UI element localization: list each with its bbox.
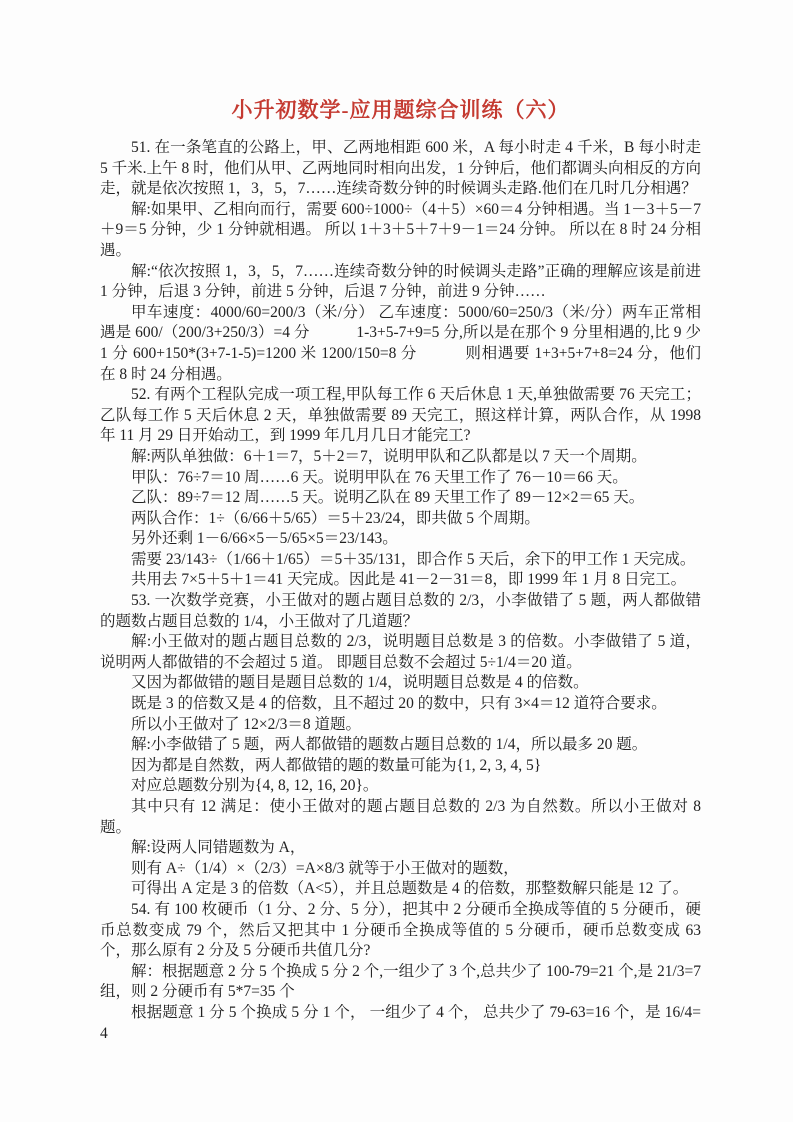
page-title: 小升初数学-应用题综合训练（六） [231, 98, 570, 122]
paragraph: 甲车速度：4000/60=200/3（米/分） 乙车速度：5000/60=250/3（米/分）两车正常相遇是 600/（200/3+250/3）=4 分 1-3+5-7+9=5 分,所以是在那个 9 分里相遇的,比 9 少 1 分 600+150*(3+7-1-5)=1200 米 1200/150=8 分 则相遇要 1+3+5+7+8=24 分，他们在 8 时 24 分相遇。 [100, 303, 701, 383]
paragraph: 54. 有 100 枚硬币（1 分、2 分、5 分），把其中 2 分硬币全换成等值的 5 分硬币，硬币总数变成 79 个，然后又把其中 1 分硬币全换成等值的 5 分硬币，硬币总数变成 63 个，那么原有 2 分及 5 分硬币共值几分? [100, 900, 701, 960]
paragraph: 因为都是自然数，两人都做错的题的数量可能为{1, 2, 3, 4, 5} [131, 756, 542, 774]
paragraph: 51. 在一条笔直的公路上，甲、乙两地相距 600 米，A 每小时走 4 千米，B 每小时走 5 千米.上午 8 时，他们从甲、乙两地同时相向出发，1 分钟后，他们都调头向相反的方向走，就是依次按照 1，3，5，7……连续奇数分钟的时候调头走路.他们在几时几分相遇？ [100, 139, 701, 198]
paragraph: 共用去 7×5＋5＋1＝41 天完成。因此是 41－2－31＝8，即 1999 年 1 月 8 日完工。 [131, 571, 687, 589]
paragraph: 乙队：89÷7＝12 周……5 天。说明乙队在 89 天里工作了 89－12×2＝65 天。 [131, 489, 645, 507]
paragraph: 解:“依次按照 1，3，5，7……连续奇数分钟的时候调头走路”正确的理解应该是前进 1 分钟，后退 3 分钟，前进 5 分钟，后退 7 分钟，前进 9 分钟…… [100, 262, 701, 301]
paragraph: 解:如果甲、乙相向而行，需要 600÷1000÷（4＋5）×60＝4 分钟相遇。当 1－3＋5－7＋9＝5 分钟，少 1 分钟就相遇。 所以 1＋3＋5＋7＋9－1＝24 分钟。 所以在 8 时 24 分相遇。 [100, 200, 701, 259]
paragraph: 解:设两人同错题数为 A， [131, 839, 306, 857]
paragraph: 两队合作：1÷（6/66＋5/65）＝5＋23/24，即共做 5 个周期。 [131, 509, 540, 527]
paragraph: 需要 23/143÷（1/66＋1/65）＝5＋35/131，即合作 5 天后，余下的甲工作 1 天完成。 [131, 550, 696, 568]
paragraph: 解:小李做错了 5 题，两人都做错的题数占题目总数的 1/4，所以最多 20 题。 [131, 736, 648, 754]
paragraph: 另外还剩 1－6/66×5－5/65×5＝23/143。 [131, 530, 398, 548]
document-body [100, 138, 701, 1044]
paragraph: 则有 A÷（1/4）×（2/3）=A×8/3 就等于小王做对的题数， [131, 859, 519, 877]
paragraph: 可得出 A 定是 3 的倍数（A<5），并且总题数是 4 的倍数，那整数解只能是 12 了。 [131, 880, 689, 898]
paragraph: 解：根据题意 2 分 5 个换成 5 分 2 个,一组少了 3 个,总共少了 100-79=21 个,是 21/3=7 组，则 2 分硬币有 5*7=35 个 [100, 962, 701, 1001]
paragraph: 其中只有 12 满足：使小王做对的题占题目总数的 2/3 为自然数。所以小王做对 8 题。 [100, 798, 701, 836]
paragraph: 52. 有两个工程队完成一项工程,甲队每工作 6 天后休息 1 天,单独做需要 76 天完工；乙队每工作 5 天后休息 2 天，单独做需要 89 天完工，照这样计算，两队合作，从 1998 年 11 月 29 日开始动工，到 1999 年几月几日才能完工? [100, 386, 701, 445]
paragraph: 根据题意 1 分 5 个换成 5 分 1 个， 一组少了 4 个， 总共少了 79-63=16 个，是 16/4=4 [100, 1003, 701, 1042]
paragraph: 解:小王做对的题占题目总数的 2/3，说明题目总数是 3 的倍数。小李做错了 5 道，说明两人都做错的不会超过 5 道。 即题目总数不会超过 5÷1/4＝20 道。 [100, 633, 701, 671]
paragraph: 甲队：76÷7＝10 周……6 天。说明甲队在 76 天里工作了 76－10＝66 天。 [131, 468, 628, 486]
paragraph: 又因为都做错的题目是题目总数的 1/4，说明题目总数是 4 的倍数。 [131, 674, 589, 692]
paragraph: 对应总题数分别为{4, 8, 12, 16, 20}。 [131, 777, 379, 795]
paragraph: 解:两队单独做：6＋1＝7，5＋2＝7，说明甲队和乙队都是以 7 天一个周期。 [131, 447, 647, 465]
paragraph: 所以小王做对了 12×2/3＝8 道题。 [131, 715, 362, 733]
paragraph: 既是 3 的倍数又是 4 的倍数，且不超过 20 的数中，只有 3×4＝12 道符合要求。 [131, 695, 667, 713]
paragraph: 53. 一次数学竞赛，小王做对的题占题目总数的 2/3，小李做错了 5 题，两人都做错的题数占题目总数的 1/4，小王做对了几道题？ [100, 592, 701, 630]
